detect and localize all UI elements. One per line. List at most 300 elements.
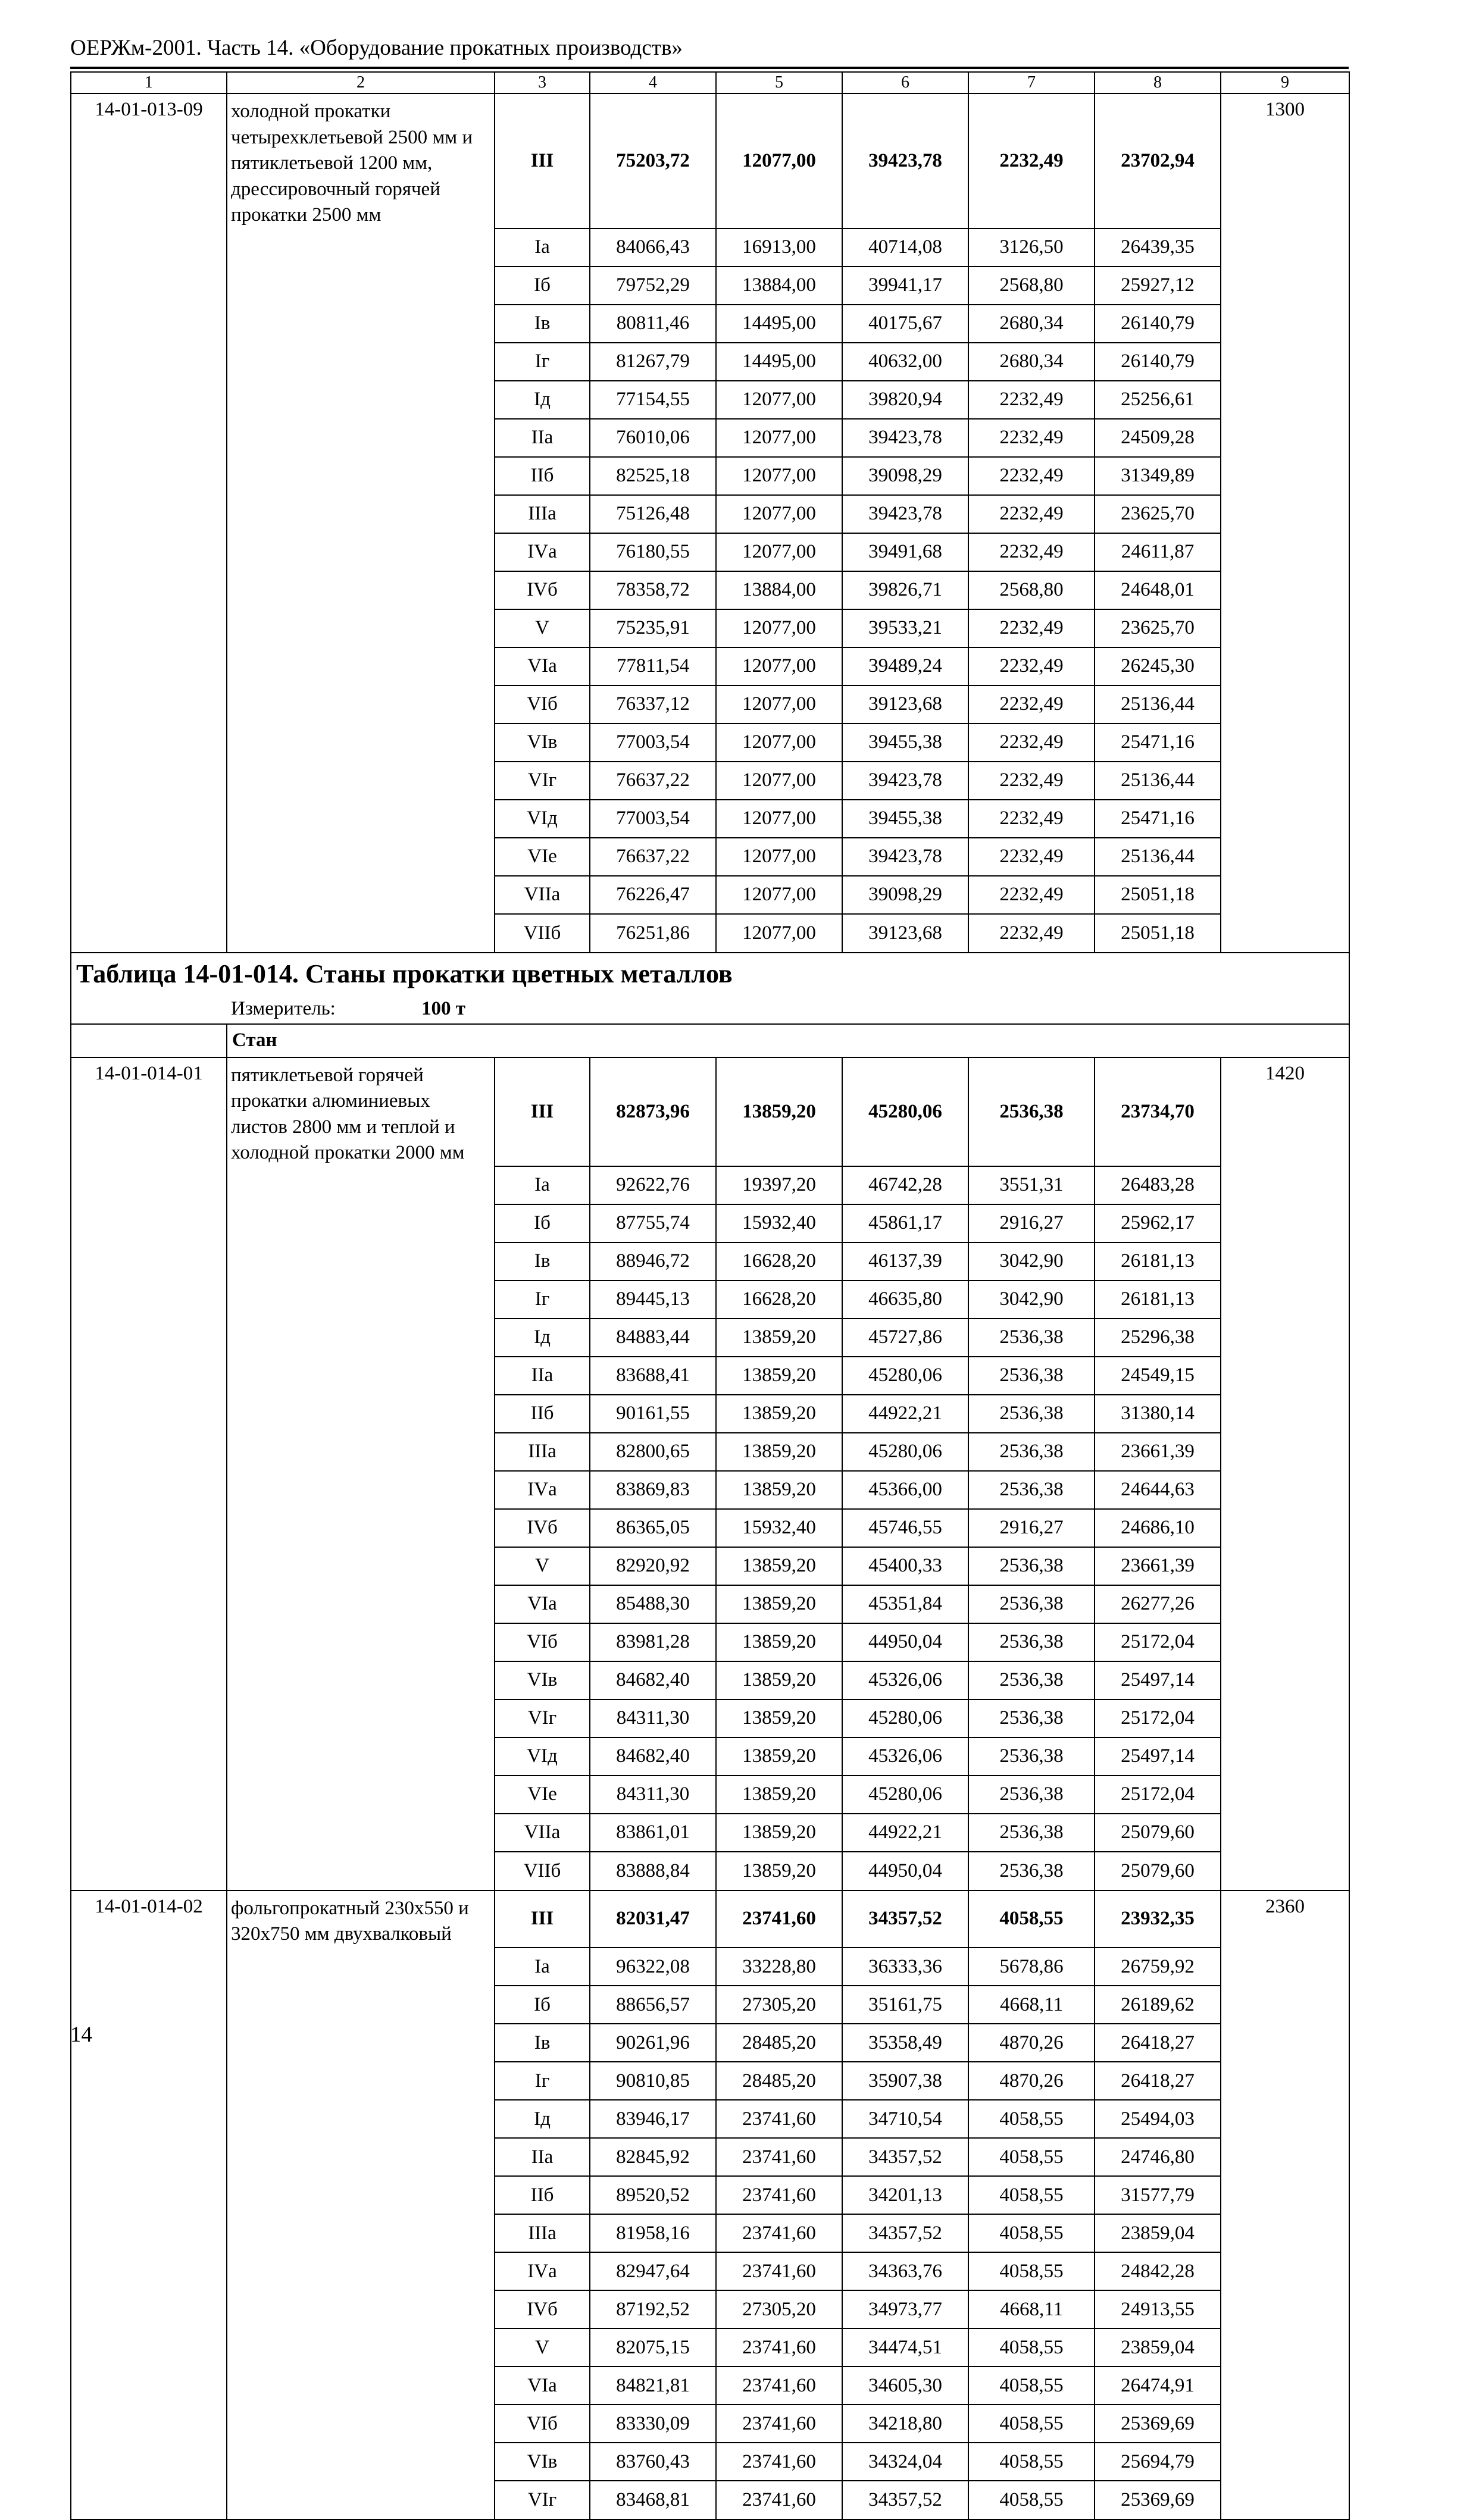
cost-value: 82075,15 (590, 2328, 716, 2366)
row-code (71, 762, 227, 800)
cost-value: 25369,69 (1095, 2405, 1221, 2443)
cost-value: 12077,00 (716, 609, 842, 647)
cost-value: 12077,00 (716, 838, 842, 876)
cost-value: 39941,17 (842, 267, 968, 305)
cost-value: 24842,28 (1095, 2252, 1221, 2290)
cost-value: 12077,00 (716, 381, 842, 419)
cost-value: 2536,38 (968, 1433, 1095, 1471)
cost-value: 76180,55 (590, 533, 716, 571)
cost-value: 34201,13 (842, 2176, 968, 2214)
table-row (71, 2328, 1349, 2366)
row-col9-value (1221, 1948, 1349, 1986)
table-row (71, 800, 1349, 838)
table-row (71, 1166, 1349, 1204)
row-code (71, 457, 227, 495)
cost-value: 34474,51 (842, 2328, 968, 2366)
row-col9-value (1221, 2481, 1349, 2519)
cost-value: 24509,28 (1095, 419, 1221, 457)
row-code (71, 1319, 227, 1357)
cost-value: 34218,80 (842, 2405, 968, 2443)
cost-value: 40714,08 (842, 228, 968, 267)
zone-code: VIб (495, 1623, 590, 1661)
row-description (227, 1776, 495, 1814)
cost-value: 2916,27 (968, 1204, 1095, 1242)
cost-value: 87192,52 (590, 2290, 716, 2328)
row-col9-value: 1300 (1221, 93, 1349, 228)
cost-value: 27305,20 (716, 1986, 842, 2024)
table-row (71, 914, 1349, 953)
row-code (71, 305, 227, 343)
cost-value: 39423,78 (842, 838, 968, 876)
zone-code: IVа (495, 533, 590, 571)
cost-value: 2232,49 (968, 457, 1095, 495)
row-description (227, 1986, 495, 2024)
cost-value: 39455,38 (842, 800, 968, 838)
zone-code: IVб (495, 571, 590, 609)
cost-value: 23702,94 (1095, 93, 1221, 228)
row-col9-value (1221, 609, 1349, 647)
row-col9-value (1221, 1661, 1349, 1699)
row-description (227, 2138, 495, 2176)
cost-value: 44922,21 (842, 1395, 968, 1433)
row-code: 14-01-013-09 (71, 93, 227, 228)
row-code (71, 1281, 227, 1319)
cost-value: 24746,80 (1095, 2138, 1221, 2176)
table-row (71, 1057, 1349, 1166)
cost-value: 90261,96 (590, 2024, 716, 2062)
table-row (71, 2405, 1349, 2443)
cost-value: 36333,36 (842, 1948, 968, 1986)
table-row (71, 228, 1349, 267)
row-description (227, 800, 495, 838)
cost-value: 25172,04 (1095, 1699, 1221, 1738)
zone-code: IIIа (495, 2214, 590, 2252)
row-description (227, 724, 495, 762)
zone-code: IIб (495, 1395, 590, 1433)
cost-value: 12077,00 (716, 93, 842, 228)
table-row (71, 1948, 1349, 1986)
cost-value: 46137,39 (842, 1242, 968, 1281)
cost-value: 4870,26 (968, 2024, 1095, 2062)
row-code (71, 1204, 227, 1242)
row-col9-value (1221, 1738, 1349, 1776)
row-col9-value (1221, 381, 1349, 419)
zone-code: III (495, 93, 590, 228)
table-row (71, 381, 1349, 419)
table-row (71, 1204, 1349, 1242)
row-description (227, 2290, 495, 2328)
cost-value: 23741,60 (716, 2328, 842, 2366)
row-description (227, 1395, 495, 1433)
cost-value: 23741,60 (716, 2366, 842, 2405)
zone-code: IIIа (495, 1433, 590, 1471)
zone-code: Iв (495, 305, 590, 343)
row-code (71, 1738, 227, 1776)
row-col9-value (1221, 343, 1349, 381)
cost-value: 2232,49 (968, 495, 1095, 533)
cost-value: 25694,79 (1095, 2443, 1221, 2481)
cost-value: 25136,44 (1095, 762, 1221, 800)
cost-value: 2916,27 (968, 1509, 1095, 1547)
table-row (71, 2481, 1349, 2519)
row-code: 14-01-014-01 (71, 1057, 227, 1166)
cost-value: 23859,04 (1095, 2328, 1221, 2366)
row-col9-value (1221, 800, 1349, 838)
row-description (227, 2176, 495, 2214)
table-row (71, 1738, 1349, 1776)
cost-value: 35907,38 (842, 2062, 968, 2100)
zone-code: Iб (495, 1204, 590, 1242)
row-description (227, 1948, 495, 1986)
cost-value: 25497,14 (1095, 1738, 1221, 1776)
table-row (71, 1699, 1349, 1738)
cost-value: 83946,17 (590, 2100, 716, 2138)
table-row (71, 2176, 1349, 2214)
row-code (71, 876, 227, 914)
row-description (227, 1585, 495, 1623)
cost-value: 44950,04 (842, 1623, 968, 1661)
column-number: 7 (968, 72, 1095, 93)
column-number: 8 (1095, 72, 1221, 93)
section-14-01-014-01 (71, 1057, 1349, 1890)
cost-value: 82800,65 (590, 1433, 716, 1471)
row-code (71, 647, 227, 685)
cost-value: 2536,38 (968, 1738, 1095, 1776)
page-number: 14 (70, 2023, 92, 2047)
cost-value: 25051,18 (1095, 914, 1221, 953)
row-col9-value (1221, 1242, 1349, 1281)
cost-value: 39423,78 (842, 419, 968, 457)
row-code (71, 2328, 227, 2366)
cost-value: 23859,04 (1095, 2214, 1221, 2252)
header-rule (70, 67, 1349, 69)
row-description (227, 1699, 495, 1738)
row-description (227, 2366, 495, 2405)
row-code (71, 2366, 227, 2405)
zone-code: VIе (495, 1776, 590, 1814)
zone-code: V (495, 2328, 590, 2366)
row-code (71, 2100, 227, 2138)
column-number: 1 (71, 72, 227, 93)
cost-value: 45280,06 (842, 1433, 968, 1471)
row-description (227, 876, 495, 914)
cost-value: 31349,89 (1095, 457, 1221, 495)
group-label: Стан (227, 1024, 1349, 1057)
row-description (227, 419, 495, 457)
row-col9-value (1221, 2328, 1349, 2366)
zone-code: VIб (495, 2405, 590, 2443)
cost-value: 13859,20 (716, 1738, 842, 1776)
cost-value: 83330,09 (590, 2405, 716, 2443)
row-col9-value (1221, 838, 1349, 876)
group-blank-cell (71, 1024, 227, 1057)
cost-value: 2232,49 (968, 647, 1095, 685)
row-description: фольгопрокатный 230х550 и 320х750 мм двухвалковый (227, 1890, 495, 1948)
cost-value: 83760,43 (590, 2443, 716, 2481)
table-row (71, 1242, 1349, 1281)
column-number: 6 (842, 72, 968, 93)
cost-value: 3551,31 (968, 1166, 1095, 1204)
cost-value: 12077,00 (716, 724, 842, 762)
zone-code: IIа (495, 1357, 590, 1395)
zone-code: Iб (495, 1986, 590, 2024)
row-col9-value (1221, 305, 1349, 343)
cost-value: 12077,00 (716, 762, 842, 800)
zone-code: VIIб (495, 914, 590, 953)
zone-code: VIIа (495, 876, 590, 914)
zone-code: Iд (495, 1319, 590, 1357)
cost-value: 23741,60 (716, 2176, 842, 2214)
cost-value: 77003,54 (590, 800, 716, 838)
zone-code: VIIа (495, 1814, 590, 1852)
row-col9-value (1221, 2290, 1349, 2328)
page-header-title: ОЕРЖм-2001. Часть 14. «Оборудование прокатных производств» (70, 36, 683, 60)
cost-value: 25497,14 (1095, 1661, 1221, 1699)
cost-value: 84682,40 (590, 1661, 716, 1699)
cost-value: 25296,38 (1095, 1319, 1221, 1357)
cost-value: 13859,20 (716, 1547, 842, 1585)
cost-value: 34363,76 (842, 2252, 968, 2290)
cost-value: 4668,11 (968, 2290, 1095, 2328)
cost-value: 25079,60 (1095, 1852, 1221, 1890)
cost-value: 76226,47 (590, 876, 716, 914)
cost-value: 16913,00 (716, 228, 842, 267)
cost-value: 26474,91 (1095, 2366, 1221, 2405)
row-description (227, 685, 495, 724)
cost-value: 23741,60 (716, 2481, 842, 2519)
row-description (227, 457, 495, 495)
cost-value: 4058,55 (968, 2176, 1095, 2214)
cost-value: 26277,26 (1095, 1585, 1221, 1623)
section-14-01-013-09 (71, 93, 1349, 953)
row-col9-value (1221, 1281, 1349, 1319)
row-col9-value (1221, 1509, 1349, 1547)
table-row (71, 2443, 1349, 2481)
cost-value: 13859,20 (716, 1852, 842, 1890)
cost-value: 35161,75 (842, 1986, 968, 2024)
cost-value: 75235,91 (590, 609, 716, 647)
cost-value: 46635,80 (842, 1281, 968, 1319)
cost-value: 2232,49 (968, 800, 1095, 838)
row-code (71, 2252, 227, 2290)
row-code (71, 724, 227, 762)
row-code (71, 343, 227, 381)
cost-value: 83861,01 (590, 1814, 716, 1852)
table-row (71, 93, 1349, 228)
cost-value: 5678,86 (968, 1948, 1095, 1986)
cost-value: 24913,55 (1095, 2290, 1221, 2328)
row-description (227, 2405, 495, 2443)
cost-value: 23741,60 (716, 2443, 842, 2481)
cost-value: 39820,94 (842, 381, 968, 419)
zone-code: VIг (495, 1699, 590, 1738)
table-row (71, 1623, 1349, 1661)
column-number: 5 (716, 72, 842, 93)
row-col9-value (1221, 457, 1349, 495)
row-description (227, 2443, 495, 2481)
row-description (227, 305, 495, 343)
cost-value: 2536,38 (968, 1471, 1095, 1509)
cost-value: 75126,48 (590, 495, 716, 533)
cost-value: 4058,55 (968, 2481, 1095, 2519)
cost-value: 77154,55 (590, 381, 716, 419)
cost-value: 82920,92 (590, 1547, 716, 1585)
cost-value: 2680,34 (968, 343, 1095, 381)
cost-value: 76010,06 (590, 419, 716, 457)
row-description (227, 1814, 495, 1852)
row-code (71, 1471, 227, 1509)
row-description (227, 1357, 495, 1395)
cost-value: 26189,62 (1095, 1986, 1221, 2024)
cost-value: 4058,55 (968, 2100, 1095, 2138)
cost-value: 45280,06 (842, 1357, 968, 1395)
row-code (71, 1166, 227, 1204)
cost-value: 88656,57 (590, 1986, 716, 2024)
zone-code: Ia (495, 1948, 590, 1986)
row-col9-value (1221, 1623, 1349, 1661)
cost-value: 15932,40 (716, 1509, 842, 1547)
cost-value: 26245,30 (1095, 647, 1221, 685)
cost-value: 83888,84 (590, 1852, 716, 1890)
cost-value: 26418,27 (1095, 2062, 1221, 2100)
row-description (227, 1242, 495, 1281)
row-code (71, 495, 227, 533)
row-description (227, 2062, 495, 2100)
table-title-row (71, 953, 1349, 995)
cost-value: 24686,10 (1095, 1509, 1221, 1547)
cost-value: 2232,49 (968, 93, 1095, 228)
zone-code: Iд (495, 381, 590, 419)
row-description (227, 2024, 495, 2062)
zone-code: VIIб (495, 1852, 590, 1890)
cost-value: 39423,78 (842, 762, 968, 800)
row-code (71, 1776, 227, 1814)
cost-value: 39826,71 (842, 571, 968, 609)
row-col9-value (1221, 1699, 1349, 1738)
cost-value: 25256,61 (1095, 381, 1221, 419)
row-description (227, 1661, 495, 1699)
cost-value: 76251,86 (590, 914, 716, 953)
zone-code: IVа (495, 1471, 590, 1509)
cost-value: 40632,00 (842, 343, 968, 381)
row-col9-value (1221, 1166, 1349, 1204)
cost-value: 13859,20 (716, 1471, 842, 1509)
cost-value: 34357,52 (842, 2138, 968, 2176)
row-col9-value (1221, 1395, 1349, 1433)
row-code (71, 2176, 227, 2214)
row-code (71, 419, 227, 457)
zone-code: VIв (495, 724, 590, 762)
cost-value: 45351,84 (842, 1585, 968, 1623)
table-row (71, 609, 1349, 647)
zone-code: IIIа (495, 495, 590, 533)
row-code (71, 571, 227, 609)
table-row (71, 2214, 1349, 2252)
zone-code: IVа (495, 2252, 590, 2290)
cost-value: 12077,00 (716, 685, 842, 724)
cost-value: 26140,79 (1095, 343, 1221, 381)
table-row (71, 1395, 1349, 1433)
cost-value: 82873,96 (590, 1057, 716, 1166)
row-code (71, 228, 227, 267)
cost-value: 25962,17 (1095, 1204, 1221, 1242)
cost-value: 39123,68 (842, 914, 968, 953)
row-code (71, 1433, 227, 1471)
cost-value: 2232,49 (968, 609, 1095, 647)
row-description (227, 1166, 495, 1204)
row-code (71, 1814, 227, 1852)
row-code (71, 1986, 227, 2024)
row-code (71, 2024, 227, 2062)
row-col9-value (1221, 2100, 1349, 2138)
cost-value: 33228,80 (716, 1948, 842, 1986)
cost-value: 13859,20 (716, 1057, 842, 1166)
zone-code: VIе (495, 838, 590, 876)
cost-value: 84311,30 (590, 1699, 716, 1738)
row-description (227, 2100, 495, 2138)
row-code (71, 2214, 227, 2252)
zone-code: Ia (495, 1166, 590, 1204)
zone-code: V (495, 609, 590, 647)
measure-label: Измеритель: (231, 998, 336, 1020)
cost-value: 89445,13 (590, 1281, 716, 1319)
table-row (71, 2024, 1349, 2062)
zone-code: VIв (495, 1661, 590, 1699)
row-description (227, 381, 495, 419)
zone-code: VIг (495, 762, 590, 800)
cost-value: 2568,80 (968, 267, 1095, 305)
cost-value: 24648,01 (1095, 571, 1221, 609)
cost-value: 12077,00 (716, 495, 842, 533)
cost-value: 84821,81 (590, 2366, 716, 2405)
cost-value: 81267,79 (590, 343, 716, 381)
row-description (227, 1509, 495, 1547)
cost-value: 79752,29 (590, 267, 716, 305)
cost-value: 89520,52 (590, 2176, 716, 2214)
cost-value: 34357,52 (842, 2214, 968, 2252)
row-col9-value (1221, 1852, 1349, 1890)
cost-value: 26483,28 (1095, 1166, 1221, 1204)
cost-value: 14495,00 (716, 305, 842, 343)
cost-value: 2536,38 (968, 1585, 1095, 1623)
table-row (71, 419, 1349, 457)
cost-value: 4058,55 (968, 2214, 1095, 2252)
row-col9-value (1221, 2366, 1349, 2405)
zone-code: Iг (495, 2062, 590, 2100)
row-code (71, 1699, 227, 1738)
cost-value: 39489,24 (842, 647, 968, 685)
cost-value: 39098,29 (842, 457, 968, 495)
cost-value: 45280,06 (842, 1776, 968, 1814)
cost-value: 25494,03 (1095, 2100, 1221, 2138)
cost-value: 44922,21 (842, 1814, 968, 1852)
cost-value: 81958,16 (590, 2214, 716, 2252)
table-row (71, 1814, 1349, 1852)
cost-value: 2680,34 (968, 305, 1095, 343)
row-description (227, 762, 495, 800)
column-number: 2 (227, 72, 495, 93)
cost-value: 84311,30 (590, 1776, 716, 1814)
row-code (71, 2481, 227, 2519)
row-col9-value (1221, 2443, 1349, 2481)
row-description (227, 267, 495, 305)
table-row (71, 685, 1349, 724)
zone-code: Iб (495, 267, 590, 305)
cost-value: 4058,55 (968, 2138, 1095, 2176)
zone-code: IIб (495, 2176, 590, 2214)
row-description (227, 228, 495, 267)
row-description (227, 1319, 495, 1357)
